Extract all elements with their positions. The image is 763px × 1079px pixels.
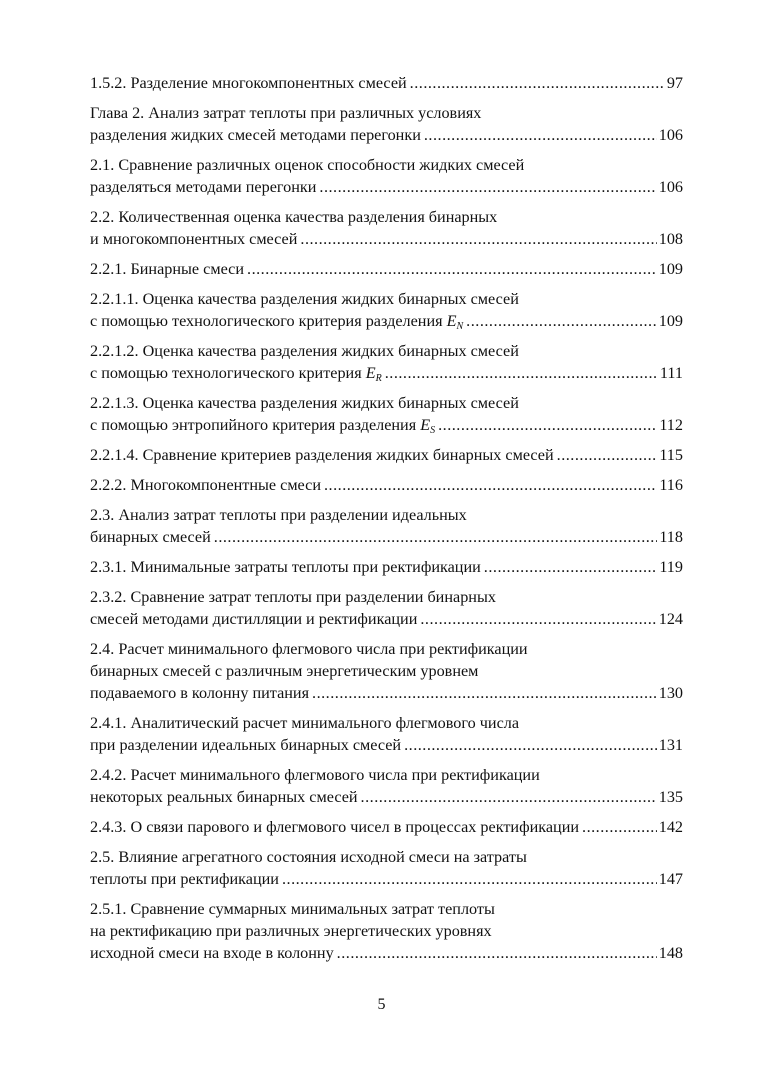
dot-leader [466, 310, 657, 332]
toc-entry [90, 556, 683, 578]
toc-page-number: 148 [658, 944, 683, 962]
page-number: 5 [377, 996, 386, 1013]
toc-entry [90, 392, 683, 436]
dot-leader [300, 228, 656, 250]
toc-entry-text: смесей методами дистилляции и ректификации [90, 610, 418, 628]
toc-entry-title [90, 474, 321, 496]
toc-entry-line: 2.5.1. Сравнение суммарных минимальных затрат теплоты [90, 900, 495, 918]
dot-leader [337, 942, 657, 964]
toc-entry-text: и многокомпонентных смесей [90, 230, 298, 248]
toc-entry-title [90, 444, 554, 466]
toc-entry-text: 2.4.3. О связи парового и флегмового чисел в процессах ректификации [90, 818, 580, 836]
dot-leader [420, 608, 656, 630]
toc-entry-final-line [90, 608, 683, 630]
toc-entry-final-line [90, 228, 683, 250]
toc-entry-line: бинарных смесей с различным энергетическим уровнем [90, 662, 479, 680]
dot-leader [404, 734, 657, 756]
toc-page-number: 118 [659, 528, 683, 546]
toc-entry [90, 898, 683, 964]
toc-entry-title [90, 228, 297, 250]
toc-entry-line: Глава 2. Анализ затрат теплоты при различных условиях [90, 104, 482, 122]
criterion-subscript: S [430, 425, 436, 436]
toc-entry [90, 816, 683, 838]
toc-entry-line: 2.4. Расчет минимального флегмового числа при ректификации [90, 640, 528, 658]
toc-entry-title [90, 310, 463, 332]
criterion-letter: E [365, 364, 376, 382]
toc-page-number: 109 [658, 312, 683, 330]
toc-page-number: 119 [659, 558, 683, 576]
toc-entry [90, 846, 683, 890]
toc-entry-title [90, 868, 279, 890]
toc-entry [90, 340, 683, 384]
toc-entry-line: на ректификацию при различных энергетических уровнях [90, 922, 492, 940]
toc-entry [90, 258, 683, 280]
toc-entry-line: 2.4.1. Аналитический расчет минимального флегмового числа [90, 714, 520, 732]
toc-entry-final-line [90, 816, 683, 838]
toc-entry-line: 2.3. Анализ затрат теплоты при разделении идеальных [90, 506, 467, 524]
toc-entry-line: 2.2. Количественная оценка качества разделения бинарных [90, 208, 498, 226]
toc-entry [90, 288, 683, 332]
toc-entry-text: с помощью энтропийного критерия разделения [90, 416, 417, 434]
dot-leader [557, 444, 658, 466]
table-of-contents [90, 72, 683, 972]
toc-entry [90, 712, 683, 756]
toc-entry [90, 586, 683, 630]
toc-entry [90, 72, 683, 94]
toc-entry-line: 2.2.1.2. Оценка качества разделения жидких бинарных смесей [90, 342, 519, 360]
toc-entry-title [90, 414, 435, 436]
toc-entry-text: бинарных смесей [90, 528, 211, 546]
toc-entry-text: с помощью технологического критерия [90, 364, 362, 382]
toc-entry-final-line [90, 786, 683, 808]
dot-leader [410, 72, 665, 94]
toc-entry-text: 2.2.1. Бинарные смеси [90, 260, 245, 278]
toc-page-number: 142 [658, 818, 683, 836]
toc-entry-final-line [90, 556, 683, 578]
toc-page-number: 106 [658, 126, 683, 144]
toc-entry-final-line [90, 474, 683, 496]
toc-page-number: 131 [658, 736, 683, 754]
toc-entry-final-line [90, 124, 683, 146]
toc-entry-text: 2.2.1.4. Сравнение критериев разделения жидких бинарных смесей [90, 446, 554, 464]
criterion-symbol [366, 364, 382, 382]
toc-entry-title [90, 942, 334, 964]
toc-entry-text: разделяться методами перегонки [90, 178, 317, 196]
toc-entry-final-line [90, 310, 683, 332]
dot-leader [582, 816, 657, 838]
toc-entry [90, 102, 683, 146]
toc-entry [90, 764, 683, 808]
criterion-letter: E [446, 312, 457, 330]
toc-entry-title [90, 682, 309, 704]
dot-leader [312, 682, 657, 704]
toc-entry [90, 154, 683, 198]
toc-entry-text: теплоты при ректификации [90, 870, 279, 888]
toc-entry-final-line [90, 868, 683, 890]
dot-leader [282, 868, 657, 890]
toc-entry-line: 2.5. Влияние агрегатного состояния исходной смеси на затраты [90, 848, 527, 866]
toc-entry-text: при разделении идеальных бинарных смесей [90, 736, 402, 754]
toc-entry-line: 2.2.1.1. Оценка качества разделения жидких бинарных смесей [90, 290, 519, 308]
toc-entry-title [90, 734, 401, 756]
toc-entry-title [90, 786, 358, 808]
toc-entry-final-line [90, 682, 683, 704]
dot-leader [361, 786, 657, 808]
toc-entry-title [90, 526, 211, 548]
toc-entry-text: 1.5.2. Разделение многокомпонентных смесей [90, 74, 407, 92]
toc-entry-title [90, 608, 417, 630]
toc-entry-title [90, 176, 316, 198]
toc-entry-final-line [90, 176, 683, 198]
toc-page-number: 97 [666, 74, 683, 92]
toc-entry-text: 2.2.2. Многокомпонентные смеси [90, 476, 321, 494]
criterion-symbol [420, 416, 435, 434]
dot-leader [484, 556, 658, 578]
toc-page-number: 106 [658, 178, 683, 196]
toc-page-number: 130 [658, 684, 683, 702]
dot-leader [247, 258, 657, 280]
toc-entry-line: 2.3.2. Сравнение затрат теплоты при разделении бинарных [90, 588, 496, 606]
toc-entry-final-line [90, 72, 683, 94]
toc-entry-line: 2.1. Сравнение различных оценок способности жидких смесей [90, 156, 525, 174]
toc-entry-text: 2.3.1. Минимальные затраты теплоты при ректификации [90, 558, 481, 576]
dot-leader [424, 124, 657, 146]
toc-entry-final-line [90, 734, 683, 756]
toc-entry-title [90, 72, 407, 94]
toc-entry-text: некоторых реальных бинарных смесей [90, 788, 358, 806]
toc-page-number: 124 [658, 610, 683, 628]
dot-leader [385, 362, 658, 384]
toc-page-number: 111 [659, 364, 683, 382]
dot-leader [214, 526, 658, 548]
toc-entry-title [90, 556, 481, 578]
criterion-subscript: N [456, 321, 464, 332]
toc-page-number: 109 [658, 260, 683, 278]
toc-entry-final-line [90, 362, 683, 384]
toc-page-number: 135 [658, 788, 683, 806]
toc-page-number: 115 [659, 446, 683, 464]
criterion-letter: E [420, 416, 431, 434]
toc-entry [90, 474, 683, 496]
criterion-symbol [447, 312, 464, 330]
toc-entry-text: с помощью технологического критерия разделения [90, 312, 443, 330]
toc-entry-final-line [90, 258, 683, 280]
toc-entry-line: 2.2.1.3. Оценка качества разделения жидких бинарных смесей [90, 394, 519, 412]
toc-entry-text: подаваемого в колонну питания [90, 684, 310, 702]
toc-entry-final-line [90, 526, 683, 548]
toc-entry [90, 444, 683, 466]
toc-entry-final-line [90, 942, 683, 964]
toc-entry-line: 2.4.2. Расчет минимального флегмового числа при ректификации [90, 766, 540, 784]
toc-page-number: 108 [658, 230, 683, 248]
toc-entry [90, 638, 683, 704]
toc-page-number: 112 [659, 416, 683, 434]
toc-entry-text: разделения жидких смесей методами перегонки [90, 126, 421, 144]
toc-entry-final-line [90, 444, 683, 466]
dot-leader [324, 474, 657, 496]
toc-entry-title [90, 816, 579, 838]
toc-entry-final-line [90, 414, 683, 436]
toc-page-number: 147 [658, 870, 683, 888]
toc-entry-title [90, 124, 421, 146]
toc-entry [90, 504, 683, 548]
toc-entry-title [90, 258, 244, 280]
dot-leader [319, 176, 656, 198]
dot-leader [438, 414, 657, 436]
toc-entry [90, 206, 683, 250]
toc-page-number: 116 [659, 476, 683, 494]
criterion-subscript: R [375, 373, 382, 384]
toc-entry-text: исходной смеси на входе в колонну [90, 944, 334, 962]
toc-entry-title [90, 362, 382, 384]
